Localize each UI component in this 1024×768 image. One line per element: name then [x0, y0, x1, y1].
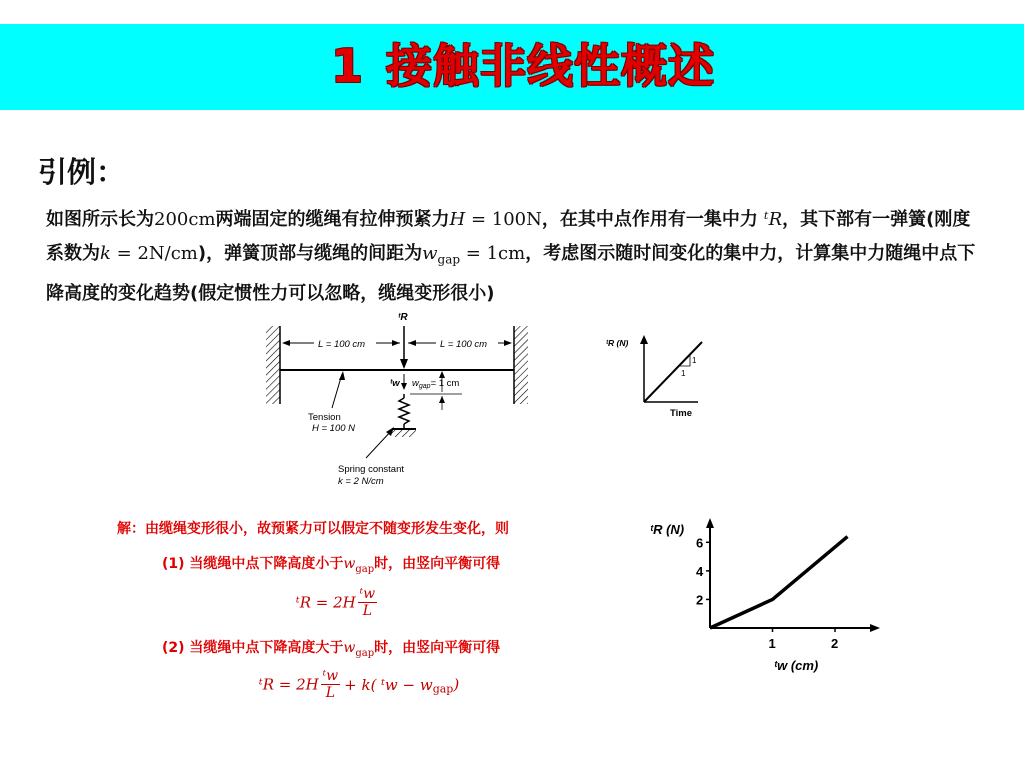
example-heading: 引例：: [38, 155, 126, 189]
svg-text:1: 1: [692, 356, 697, 365]
spring-value: k = 2 N/cm: [338, 476, 384, 487]
cable-diagram: [262, 308, 532, 493]
tension-label: Tension: [308, 412, 341, 423]
left-wall: [266, 326, 280, 404]
title-number: 1: [330, 39, 364, 93]
chart-xlabel: ᵗw (cm): [774, 658, 819, 673]
case-2-text: (2) 当缆绳中点下降高度大于$w_{gap}$时，由竖向平衡可得: [162, 640, 501, 659]
force-displacement-chart: [640, 512, 880, 682]
displacement-label: ᵗw: [390, 378, 400, 389]
solution-intro: 解：由缆绳变形很小，故预紧力可以假定不随变形发生变化，则: [117, 521, 509, 537]
time-graph-ramp: [644, 342, 702, 402]
y-tick-label: 4: [696, 563, 704, 579]
chart-ylabel: ᵗR (N): [650, 522, 685, 537]
formula-1: ᵗR = 2H $\frac{\text{ᵗw}}{L}$: [296, 586, 376, 619]
slide-title: [0, 30, 1024, 96]
force-time-graph: [600, 330, 710, 425]
dim-left-label: L = 100 cm: [318, 339, 366, 350]
svg-text:1: 1: [681, 369, 686, 378]
dim-right-label: L = 100 cm: [440, 339, 488, 350]
x-axis-arrow: [870, 624, 880, 632]
right-wall: [514, 326, 528, 404]
ground: [392, 429, 416, 437]
y-tick-label: 2: [696, 592, 704, 608]
time-graph-ylabel: ᵗR (N): [606, 338, 629, 348]
formula-2: ᵗR = 2H $\frac{\text{ᵗw}}{L}$ + k( ᵗw − $w_{gap}$): [259, 668, 460, 701]
case-1-text: (1) 当缆绳中点下降高度小于$w_{gap}$时，由竖向平衡可得: [162, 556, 501, 575]
force-displacement-line: [710, 537, 848, 628]
force-label: ᵗR: [398, 312, 408, 323]
problem-statement: 如图所示长为200cm两端固定的缆绳有拉伸预紧力H = 100N，在其中点作用有一集中力 ᵗR，其下部有一弹簧(刚度系数为k = 2N/cm)，弹簧顶部与缆绳的间距为$w_{gap} = 1cm$，考虑图示随时间变化的集中力，计算集中力随绳中点下降高度的变化趋势(假定惯性力可以忽略，缆绳变形很小): [46, 209, 976, 304]
x-tick-label: 1: [768, 636, 776, 651]
title-text: 接触非线性概述: [386, 39, 715, 93]
y-axis-arrow: [706, 518, 714, 528]
gap-label: $w_{gap}= 1$ cm: [412, 378, 460, 390]
y-tick-label: 6: [696, 535, 704, 551]
time-graph-xlabel: Time: [670, 408, 693, 419]
spring: [399, 398, 409, 424]
tension-value: H = 100 N: [312, 423, 356, 434]
x-tick-label: 2: [831, 636, 839, 651]
spring-label: Spring constant: [338, 464, 405, 475]
